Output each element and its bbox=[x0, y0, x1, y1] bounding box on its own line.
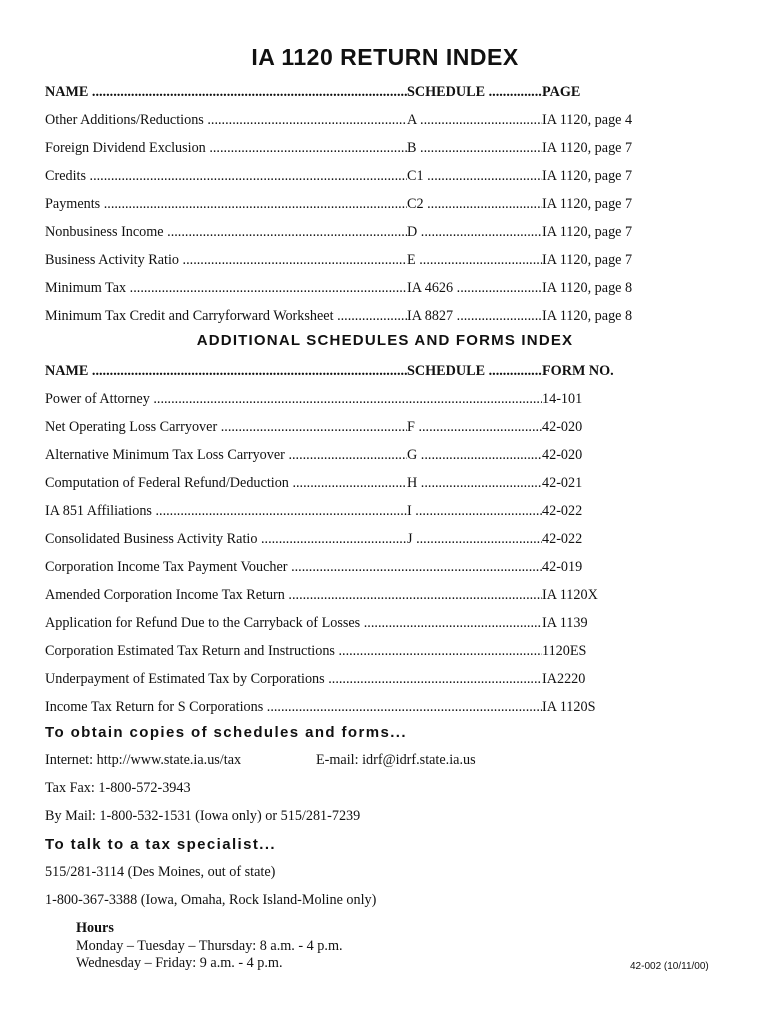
row-form: 14-101 bbox=[542, 391, 583, 407]
row-name: Income Tax Return for S Corporations ..... bbox=[45, 697, 542, 717]
row-name: Amended Corporation Income Tax Return ..... bbox=[45, 585, 542, 605]
row-schedule: H ..... bbox=[407, 473, 542, 493]
internet-line: Internet: http://www.state.ia.us/tax bbox=[45, 752, 242, 768]
row-name: Power of Attorney ..... bbox=[45, 389, 542, 409]
additional-index-title: ADDITIONAL SCHEDULES AND FORMS INDEX bbox=[196, 332, 574, 349]
row-schedule: G ..... bbox=[407, 445, 542, 465]
row-page: IA 1120, page 7 bbox=[542, 224, 633, 240]
row-form: IA 1120S bbox=[542, 699, 596, 715]
page-title: IA 1120 RETURN INDEX bbox=[251, 44, 519, 70]
row-schedule: B ..... bbox=[407, 138, 542, 158]
row-form: 42-020 bbox=[542, 447, 583, 463]
row-name: IA 851 Affiliations ..... bbox=[45, 501, 407, 521]
row-name: Minimum Tax Credit and Carryforward Worksheet ..... bbox=[45, 306, 407, 326]
row-form: 42-021 bbox=[542, 475, 583, 491]
row-schedule: A ..... bbox=[407, 110, 542, 130]
header-schedule: SCHEDULE ..... bbox=[407, 361, 542, 381]
phone-line-1: 515/281-3114 (Des Moines, out of state) bbox=[45, 864, 276, 880]
header-schedule: SCHEDULE ..... bbox=[407, 82, 542, 102]
row-form: 42-019 bbox=[542, 559, 583, 575]
hours-line-2: Wednesday – Friday: 9 a.m. - 4 p.m. bbox=[76, 955, 283, 971]
row-schedule: I ..... bbox=[407, 501, 542, 521]
obtain-title: To obtain copies of schedules and forms... bbox=[45, 724, 407, 741]
hours-block bbox=[76, 920, 343, 973]
row-page: IA 1120, page 4 bbox=[542, 112, 633, 128]
row-form: 42-020 bbox=[542, 419, 583, 435]
row-page: IA 1120, page 7 bbox=[542, 252, 633, 268]
phone-line-2: 1-800-367-3388 (Iowa, Omaha, Rock Island-Moline only) bbox=[45, 892, 377, 908]
row-schedule: E ..... bbox=[407, 250, 542, 270]
email-line: E-mail: idrf@idrf.state.ia.us bbox=[316, 752, 476, 768]
row-name: Credits ..... bbox=[45, 166, 407, 186]
row-name: Underpayment of Estimated Tax by Corporations ..... bbox=[45, 669, 542, 689]
row-form: IA2220 bbox=[542, 671, 586, 687]
row-schedule: C2 ..... bbox=[407, 194, 542, 214]
row-schedule: F ..... bbox=[407, 417, 542, 437]
row-name: Consolidated Business Activity Ratio ..... bbox=[45, 529, 407, 549]
header-form-no: FORM NO. bbox=[542, 363, 614, 379]
row-page: IA 1120, page 8 bbox=[542, 308, 633, 324]
row-name: Business Activity Ratio ..... bbox=[45, 250, 407, 270]
row-schedule: C1 ..... bbox=[407, 166, 542, 186]
hours-label: Hours bbox=[76, 920, 114, 936]
header-name: NAME ..... bbox=[45, 361, 407, 381]
row-page: IA 1120, page 7 bbox=[542, 168, 633, 184]
row-schedule: IA 8827 ..... bbox=[407, 306, 542, 326]
row-form: 1120ES bbox=[542, 643, 587, 659]
row-name: Application for Refund Due to the Carryback of Losses ..... bbox=[45, 613, 542, 633]
row-name: Computation of Federal Refund/Deduction ..... bbox=[45, 473, 407, 493]
row-schedule: D ..... bbox=[407, 222, 542, 242]
row-name: Alternative Minimum Tax Loss Carryover ..... bbox=[45, 445, 407, 465]
row-page: IA 1120, page 7 bbox=[542, 196, 633, 212]
row-form: 42-022 bbox=[542, 531, 583, 547]
row-schedule: IA 4626 ..... bbox=[407, 278, 542, 298]
row-name: Net Operating Loss Carryover ..... bbox=[45, 417, 407, 437]
row-name: Minimum Tax ..... bbox=[45, 278, 407, 298]
row-name: Corporation Income Tax Payment Voucher ..... bbox=[45, 557, 542, 577]
row-page: IA 1120, page 8 bbox=[542, 280, 633, 296]
form-number: 42-002 (10/11/00) bbox=[630, 961, 709, 972]
row-name: Nonbusiness Income ..... bbox=[45, 222, 407, 242]
mail-line: By Mail: 1-800-532-1531 (Iowa only) or 515/281-7239 bbox=[45, 808, 361, 824]
hours-line-1: Monday – Tuesday – Thursday: 8 a.m. - 4 p.m. bbox=[76, 937, 343, 954]
row-form: 42-022 bbox=[542, 503, 583, 519]
row-name: Other Additions/Reductions ..... bbox=[45, 110, 407, 130]
row-form: IA 1139 bbox=[542, 615, 588, 631]
specialist-title: To talk to a tax specialist... bbox=[45, 836, 276, 853]
row-name: Corporation Estimated Tax Return and Instructions ..... bbox=[45, 641, 542, 661]
row-form: IA 1120X bbox=[542, 587, 598, 603]
header-name: NAME ..... bbox=[45, 82, 407, 102]
header-page: PAGE bbox=[542, 84, 581, 100]
fax-line: Tax Fax: 1-800-572-3943 bbox=[45, 780, 191, 796]
row-name: Foreign Dividend Exclusion ..... bbox=[45, 138, 407, 158]
row-schedule: J ..... bbox=[407, 529, 542, 549]
row-page: IA 1120, page 7 bbox=[542, 140, 633, 156]
row-name: Payments ..... bbox=[45, 194, 407, 214]
